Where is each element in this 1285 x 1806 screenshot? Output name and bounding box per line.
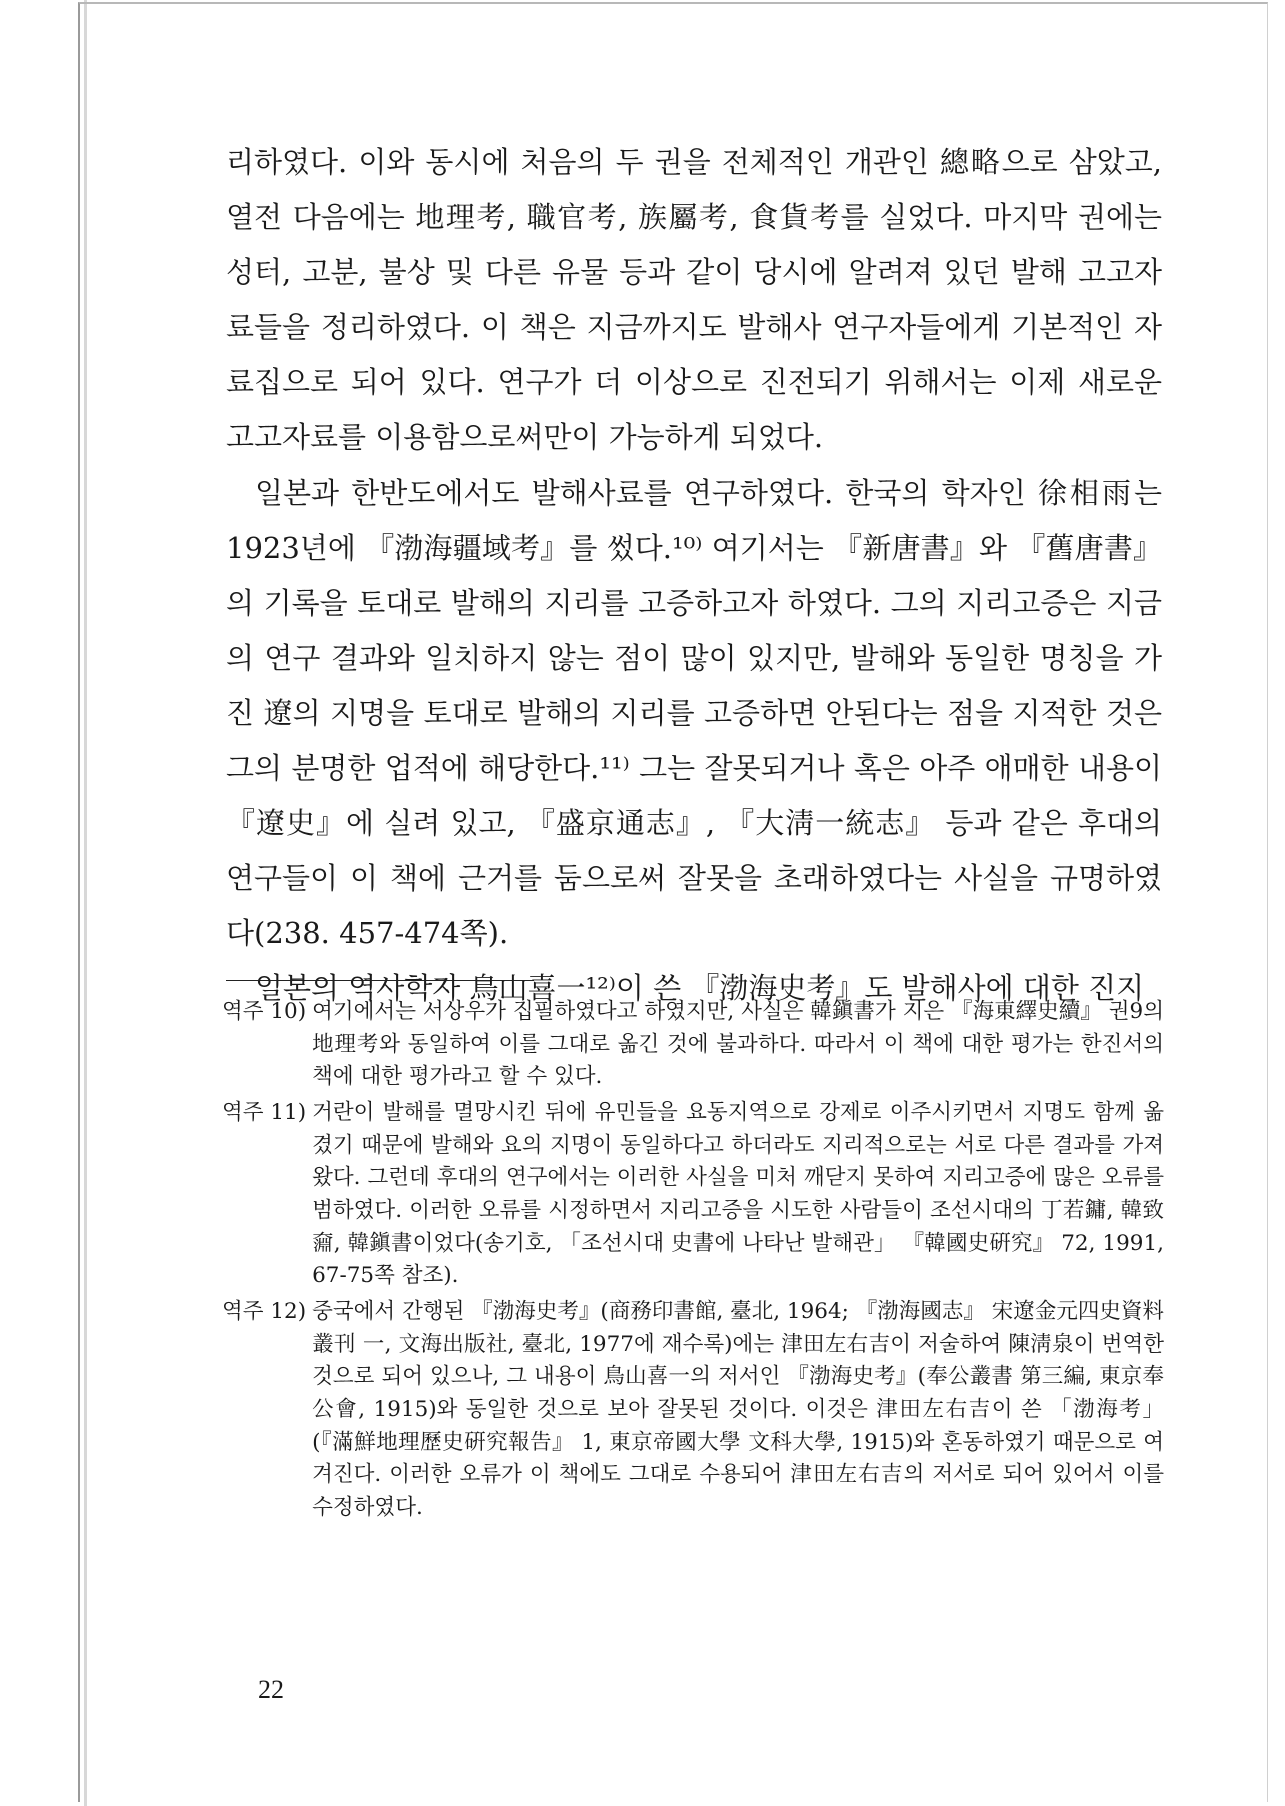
footnote-text: 거란이 발해를 멸망시킨 뒤에 유민들을 요동지역으로 강제로 이주시키면서 지명도 함께 옮겼기 때문에 발해와 요의 지명이 동일하다고 하더라도 지리적으로는 서로 다른 결과를 가져왔다. 그런데 후대의 연구에서는 이러한 사실을 미처 깨닫지 못하여 지리고증에 많은 오류를 범하였다. 이러한 오류를 시정하면서 지리고증을 시도한 사람들이 조선시대의 丁若鏞, 韓致奫, 韓鎭書이었다(송기호, 「조선시대 史書에 나타난 발해관」 『韓國史硏究』 72, 1991, 67-75쪽 참조). [312, 1100, 1164, 1289]
footnote [222, 1296, 1164, 1525]
footnote [222, 1097, 1164, 1293]
page-number: 22 [258, 1675, 284, 1704]
footnotes [222, 996, 1164, 1528]
footnote-label: 역주 11) [222, 1100, 307, 1126]
body-paragraph: 일본의 역사학자 鳥山喜一¹²⁾이 쓴 『渤海史考』도 발해사에 대한 진지 [255, 971, 1145, 1006]
body-paragraph: 일본과 한반도에서도 발해사료를 연구하였다. 한국의 학자인 徐相雨는 1923년에 『渤海疆域考』를 썼다.¹⁰⁾ 여기서는 『新唐書』와 『舊唐書』의 기록을 토대로 발해의 지리를 고증하고자 하였다. 그의 지리고증은 지금의 연구 결과와 일치하지 않는 점이 많이 있지만, 발해와 동일한 명칭을 가진 遼의 지명을 토대로 발해의 지리를 고증하면 안된다는 점을 지적한 것은 그의 분명한 업적에 해당한다.¹¹⁾ 그는 잘못되거나 혹은 아주 애매한 내용이 『遼史』에 실려 있고, 『盛京通志』, 『大淸一統志』 등과 같은 후대의 연구들이 이 책에 근거를 둠으로써 잘못을 초래하였다는 사실을 규명하였다(238. 457-474쪽). [226, 475, 1162, 951]
footnote-divider [226, 980, 534, 981]
footnote [222, 996, 1164, 1094]
footnote-label: 역주 12) [222, 1299, 307, 1325]
body-paragraph: 리하였다. 이와 동시에 처음의 두 권을 전체적인 개관인 總略으로 삼았고, 열전 다음에는 地理考, 職官考, 族屬考, 食貨考를 실었다. 마지막 권에는 성터, 고분, 불상 및 다른 유물 등과 같이 당시에 알려져 있던 발해 고고자료들을 정리하였다. 이 책은 지금까지도 발해사 연구자들에게 기본적인 자료집으로 되어 있다. 연구가 더 이상으로 진전되기 위해서는 이제 새로운 고고자료를 이용함으로써만이 가능하게 되었다. [226, 145, 1162, 455]
footnote-text: 여기에서는 서상우가 집필하였다고 하였지만, 사실은 韓鎭書가 지은 『海東繹史續』 권9의 地理考와 동일하여 이를 그대로 옮긴 것에 불과하다. 따라서 이 책에 대한 평가는 한진서의 책에 대한 평가라고 할 수 있다. [312, 999, 1164, 1090]
body-text [226, 135, 1162, 1017]
footnote-text: 중국에서 간행된 『渤海史考』(商務印書館, 臺北, 1964; 『渤海國志』 宋遼金元四史資料叢刊 一, 文海出版社, 臺北, 1977에 재수록)에는 津田左右吉이 저술하여 陳淸泉이 번역한 것으로 되어 있으나, 그 내용이 鳥山喜一의 저서인 『渤海史考』(奉公叢書 第三編, 東京奉公會, 1915)와 동일한 것으로 보아 잘못된 것이다. 이것은 津田左右吉이 쓴 「渤海考」(『滿鮮地理歷史硏究報告』 1, 東京帝國大學 文科大學, 1915)와 혼동하였기 때문으로 여겨진다. 이러한 오류가 이 책에도 그대로 수용되어 津田左右吉의 저서로 되어 있어서 이를 수정하였다. [312, 1299, 1164, 1521]
footnote-label: 역주 10) [222, 999, 307, 1024]
